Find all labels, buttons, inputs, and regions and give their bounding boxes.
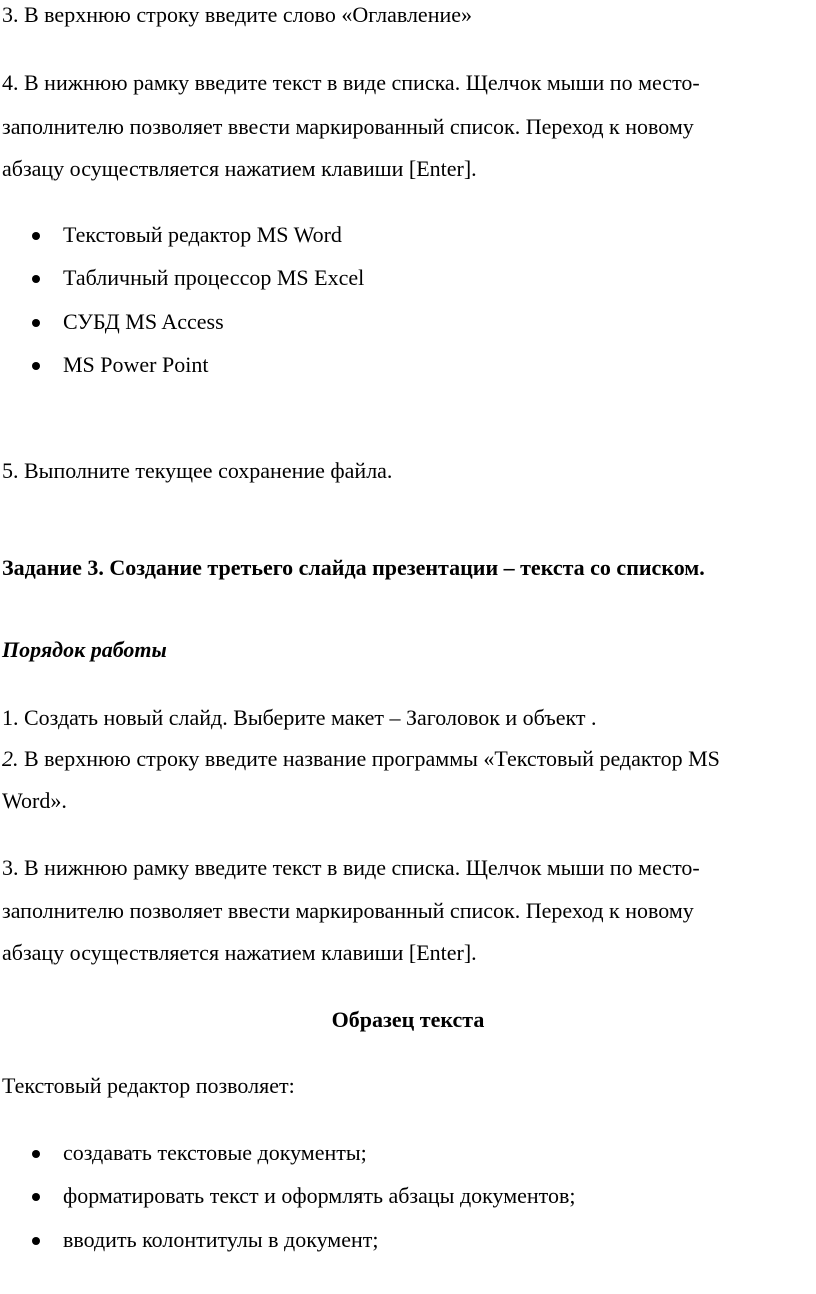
step-4-line-3: абзацу осуществляется нажатием клавиши [Enter]. — [2, 156, 477, 181]
task-3-heading: Задание 3. Создание третьего слайда презентации – текста со списком. — [2, 555, 705, 580]
task-3-step-2-line-1 — [2, 746, 720, 772]
bullet-icon — [32, 1193, 40, 1201]
step-2-number: 2. — [2, 746, 19, 771]
bullet-icon — [32, 1237, 40, 1245]
bullet-icon — [32, 319, 40, 327]
task-3-step-2-line-2: Word». — [2, 788, 67, 813]
task-3-step-3-line-2: заполнителю позволяет ввести маркированный список. Переход к новому — [2, 898, 694, 923]
step-4-line-2: заполнителю позволяет ввести маркированный список. Переход к новому — [2, 114, 694, 139]
step-2-text: В верхнюю строку введите название программы «Текстовый редактор MS — [18, 746, 720, 771]
bullet-icon — [32, 275, 40, 283]
bullet-icon — [32, 232, 40, 240]
procedure-heading: Порядок работы — [2, 637, 167, 662]
task-3-step-1: 1. Создать новый слайд. Выберите макет – Заголовок и объект . — [2, 705, 597, 730]
bullet-icon — [32, 362, 40, 370]
task-3-step-3-line-1: 3. В нижнюю рамку введите текст в виде списка. Щелчок мыши по место- — [2, 855, 700, 880]
step-3-instruction: 3. В верхнюю строку введите слово «Оглавление» — [2, 2, 473, 27]
step-5-instruction: 5. Выполните текущее сохранение файла. — [2, 458, 393, 483]
step-4-line-1: 4. В нижнюю рамку введите текст в виде списка. Щелчок мыши по место- — [2, 70, 700, 95]
task-3-step-3-line-3: абзацу осуществляется нажатием клавиши [Enter]. — [2, 940, 477, 965]
bullet-icon — [32, 1150, 40, 1158]
sample-text-heading: Образец текста — [331, 1007, 485, 1032]
sample-intro: Текстовый редактор позволяет: — [2, 1073, 295, 1098]
